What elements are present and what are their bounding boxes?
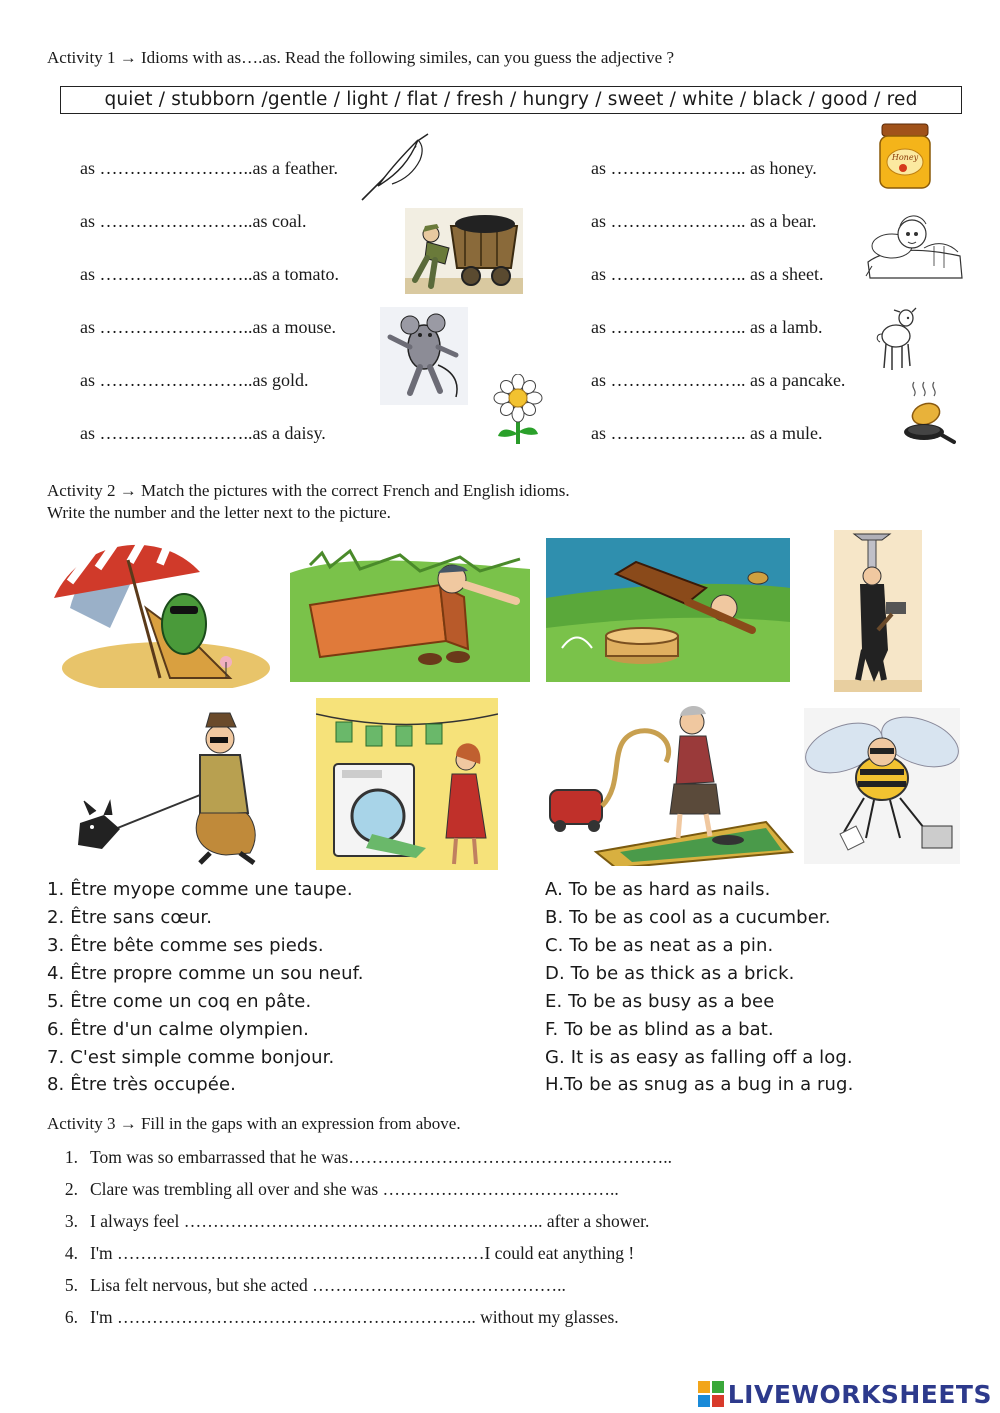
gap-text: I'm ………………………………………………………I could eat anything ! [90, 1243, 635, 1263]
washing-machine-money-picture[interactable] [316, 698, 498, 870]
busy-bee-picture[interactable] [804, 708, 960, 864]
french-idiom-6: 6. Être d'un calme olympien. [47, 1019, 309, 1040]
english-idiom-g: G. It is as easy as falling off a log. [545, 1047, 853, 1068]
english-idiom-h: H.To be as snug as a bug in a rug. [545, 1074, 854, 1095]
gap-sentence-4[interactable] [48, 1243, 634, 1264]
simile-mule[interactable]: as ………………….. as a mule. [591, 423, 823, 443]
simile-sheet[interactable]: as ………………….. as a sheet. [591, 264, 824, 284]
vacuum-rug-picture[interactable] [546, 702, 796, 866]
feather-picture [358, 132, 434, 202]
activity3-heading: Activity 3 → Fill in the gaps with an expression from above. [47, 1114, 461, 1133]
gap-number: 2. [64, 1179, 78, 1199]
nails-hammer-picture[interactable] [834, 530, 922, 692]
gap-text: Clare was trembling all over and she was ………………………………….. [90, 1179, 619, 1199]
simile-daisy[interactable]: as ……………………..as a daisy. [80, 423, 326, 443]
english-idiom-c: C. To be as neat as a pin. [545, 935, 774, 956]
liveworksheets-wordmark: LIVEWORKSHEETS [727, 1379, 992, 1409]
simile-lamb[interactable]: as ………………….. as a lamb. [591, 317, 823, 337]
english-idiom-d: D. To be as thick as a brick. [545, 963, 795, 984]
simile-feather[interactable]: as ……………………..as a feather. [80, 158, 338, 178]
cucumber-deckchair-picture[interactable] [50, 528, 272, 688]
falling-log-picture[interactable] [546, 538, 790, 682]
jar-label: Honey [891, 153, 919, 162]
simile-mouse[interactable]: as ……………………..as a mouse. [80, 317, 336, 337]
french-idiom-8: 8. Être très occupée. [47, 1074, 236, 1095]
french-idiom-7: 7. C'est simple comme bonjour. [47, 1047, 335, 1068]
gap-sentence-3[interactable] [48, 1211, 649, 1232]
simile-bear[interactable]: as ………………….. as a bear. [591, 211, 817, 231]
french-idiom-3: 3. Être bête comme ses pieds. [47, 935, 324, 956]
english-idiom-a: A. To be as hard as nails. [545, 879, 771, 900]
lamb-picture [872, 304, 918, 372]
honey-jar-picture [876, 122, 934, 190]
french-idiom-2: 2. Être sans cœur. [47, 907, 213, 928]
heartless-man-dog-picture[interactable] [50, 703, 272, 865]
activity1-heading: Activity 1 → Idioms with as….as. Read the following similes, can you guess the adjective ? [47, 48, 674, 67]
simile-tomato[interactable]: as ……………………..as a tomato. [80, 264, 339, 284]
sleeping-man-picture [864, 206, 966, 282]
gap-number: 3. [64, 1211, 78, 1231]
gap-text: Tom was so embarrassed that he was……………………………………………….. [90, 1147, 673, 1167]
french-idiom-4: 4. Être propre comme un sou neuf. [47, 963, 364, 984]
gap-text: Lisa felt nervous, but she acted …………………………………….. [90, 1275, 566, 1295]
simile-gold[interactable]: as ……………………..as gold. [80, 370, 309, 390]
english-idiom-e: E. To be as busy as a bee [545, 991, 775, 1012]
simile-pancake[interactable]: as ………………….. as a pancake. [591, 370, 846, 390]
french-idiom-5: 5. Être come un coq en pâte. [47, 991, 312, 1012]
gap-sentence-5[interactable] [48, 1275, 566, 1296]
activity2-heading-line2: Write the number and the letter next to the picture. [47, 503, 391, 522]
simile-coal[interactable]: as ……………………..as coal. [80, 211, 307, 231]
gap-number: 6. [64, 1307, 78, 1327]
english-idiom-f: F. To be as blind as a bat. [545, 1019, 774, 1040]
gap-sentence-6[interactable] [48, 1307, 619, 1328]
gap-text: I'm …………………………………………………….. without my glasses. [90, 1307, 619, 1327]
gap-number: 5. [64, 1275, 78, 1295]
gap-number: 1. [64, 1147, 78, 1167]
word-bank: quiet / stubborn /gentle / light / flat / fresh / hungry / sweet / white / black / good / red [60, 86, 962, 114]
english-idiom-b: B. To be as cool as a cucumber. [545, 907, 831, 928]
coal-cart-picture [405, 208, 523, 294]
liveworksheets-logo-icon [698, 1381, 724, 1407]
simile-honey[interactable]: as ………………….. as honey. [591, 158, 817, 178]
pancake-pan-picture [896, 378, 956, 446]
gap-sentence-2[interactable] [48, 1179, 619, 1200]
gap-number: 4. [64, 1243, 78, 1263]
activity2-heading-line1: Activity 2 → Match the pictures with the correct French and English idioms. [47, 481, 570, 500]
french-idiom-1: 1. Être myope comme une taupe. [47, 879, 353, 900]
daisy-picture [492, 374, 544, 446]
mouse-picture [380, 307, 468, 405]
sleeping-box-picture[interactable] [290, 545, 530, 682]
gap-sentence-1[interactable] [48, 1147, 672, 1168]
gap-text: I always feel …………………………………………………….. after a shower. [90, 1211, 650, 1231]
liveworksheets-brand[interactable] [698, 1378, 992, 1410]
